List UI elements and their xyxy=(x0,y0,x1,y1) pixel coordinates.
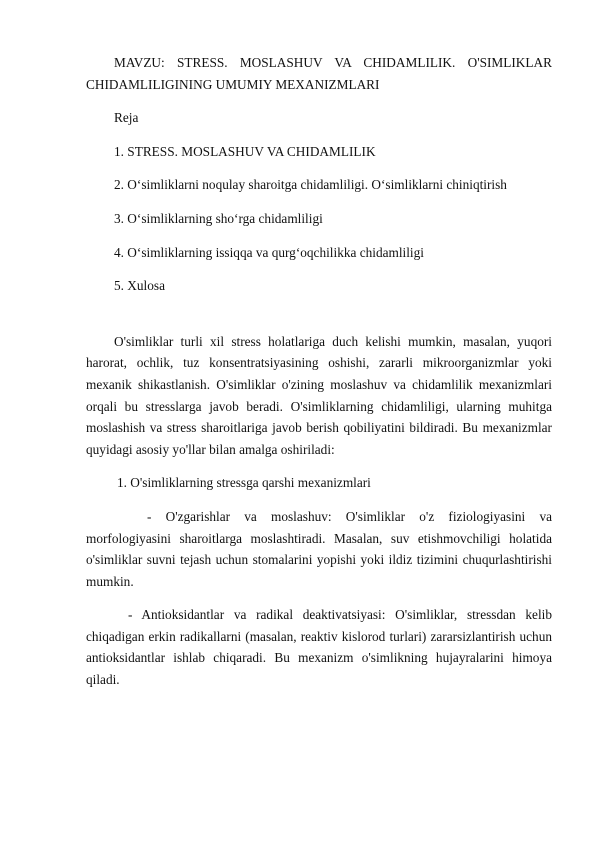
plan-item-3: 3. O‘simliklarning sho‘rga chidamliligi xyxy=(114,210,323,226)
document-title: MAVZU: STRESS. MOSLASHUV VA CHIDAMLILIK. O'SIMLIKLAR CHIDAMLILIGINING UMUMIY MEXANIZMLARI xyxy=(86,55,552,92)
plan-item-5: 5. Xulosa xyxy=(114,278,165,294)
section-heading: 1. O'simliklarning stressga qarshi mexanizmlari xyxy=(117,475,371,491)
bullet-paragraph-adaptation: - O'zgarishlar va moslashuv: O'simliklar o'z fiziologiyasini va morfologiyasini sharoitlarga moslashtiradi. Masalan, suv etishmovchiligi holatida o'simliklar suvni tejash uchun stomalarini yopishi yoki ildiz tizimini chuqurlashtirishi mumkin. xyxy=(86,508,552,589)
bullet-paragraph-antioxidants: - Antioksidantlar va radikal deaktivatsiyasi: O'simliklar, stressdan kelib chiqadigan erkin radikallarni (masalan, reaktiv kislorod turlari) zararsizlantirish uchun antioksidantlar ishlab chiqaradi. Bu mexanizm o'simlikning hujayralarini himoya qiladi. xyxy=(86,607,552,688)
plan-item-1: 1. STRESS. MOSLASHUV VA CHIDAMLILIK xyxy=(114,143,376,159)
document-page xyxy=(86,52,552,691)
plan-item-2: 2. O‘simliklarni noqulay sharoitga chidamliligi. O‘simliklarni chiniqtirish xyxy=(114,177,507,193)
intro-paragraph: O'simliklar turli xil stress holatlariga duch kelishi mumkin, masalan, yuqori harorat, ochlik, tuz konsentratsiyasining oshishi, zararli mikroorganizmlar yoki mexanik shikastlanish. O'simliklar o'zining moslashuv va chidamlilik mexanizmlari orqali bu stresslarga javob beradi. O'simliklarning chidamliligi, ularning muhitga moslashish va stress sharoitlariga javob berish qobiliyatini bildiradi. Bu mexanizmlar quyidagi asosiy yo'llar bilan amalga oshiriladi: xyxy=(86,333,552,457)
plan-label: Reja xyxy=(114,110,139,126)
plan-item-4: 4. O‘simliklarning issiqqa va qurg‘oqchilikka chidamliligi xyxy=(114,244,424,260)
